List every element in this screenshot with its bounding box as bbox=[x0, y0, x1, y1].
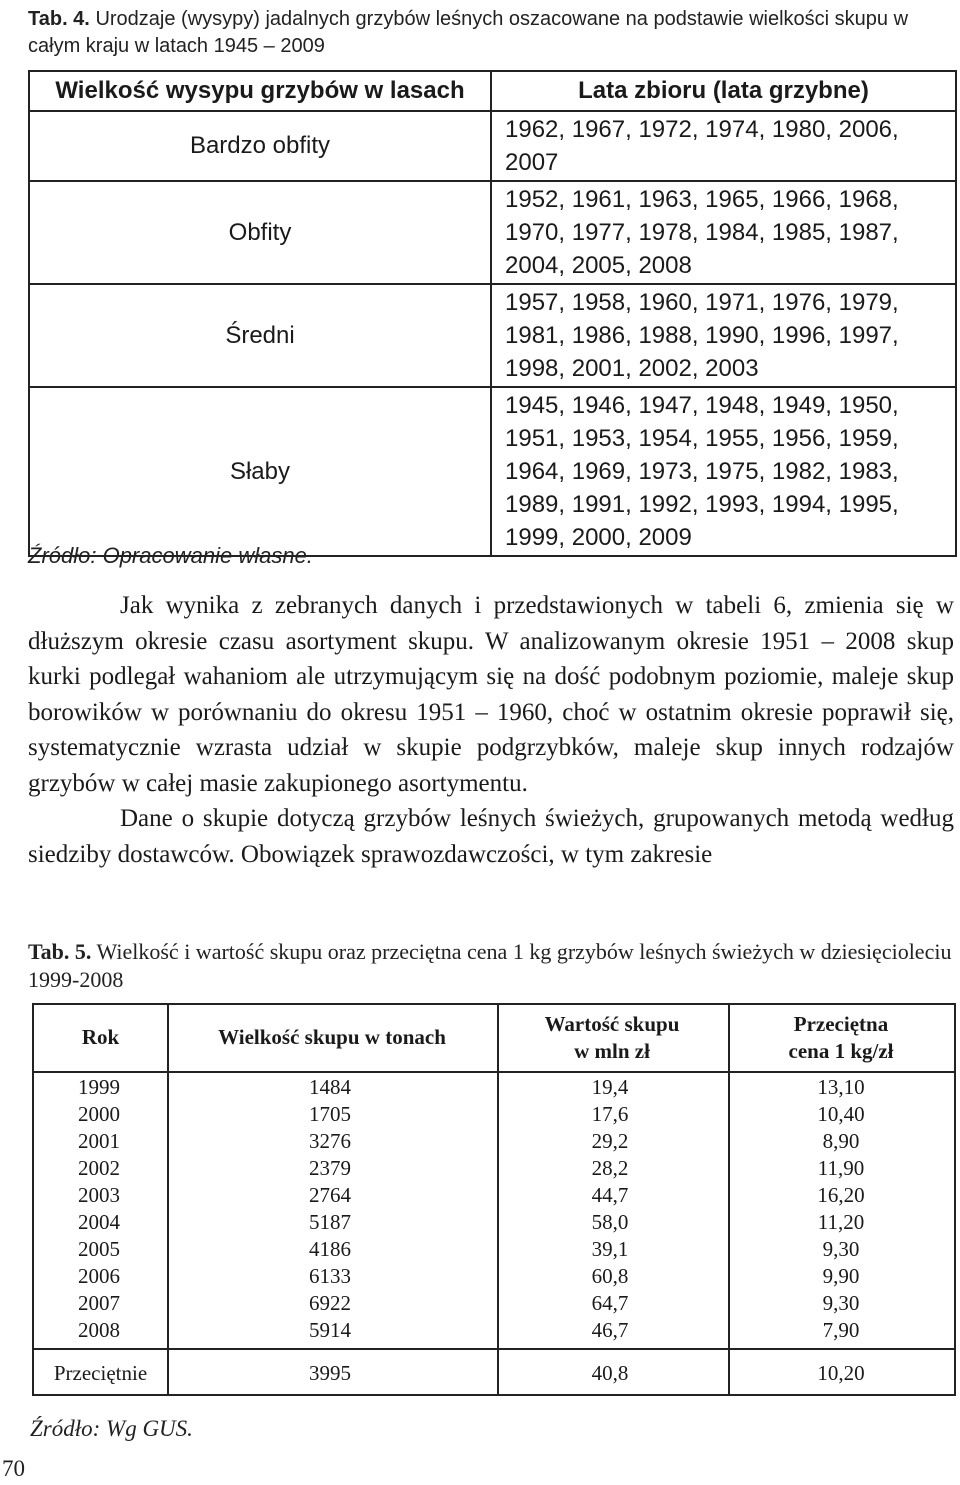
tab5-cell: 1484 bbox=[309, 1075, 351, 1099]
tab5-col-price bbox=[741, 1074, 941, 1344]
paragraph: Dane o skupie dotyczą grzybów leśnych świeżych, grupowanych metodą według siedziby dostawców. Obowiązek sprawozdawczości, w tym zakresie bbox=[28, 805, 954, 868]
tab4-years-line: 1945, 1946, 1947, 1948, 1949, 1950, bbox=[505, 392, 899, 419]
tab4-table bbox=[28, 70, 957, 557]
tab5-cell: 3276 bbox=[309, 1129, 351, 1153]
tab5-header-value bbox=[498, 1011, 726, 1065]
row-divider bbox=[34, 1071, 954, 1073]
tab5-cell: 39,1 bbox=[591, 1237, 629, 1261]
table-row bbox=[29, 111, 956, 181]
tab4-years-line: 1962, 1967, 1972, 1974, 1980, 2006, bbox=[505, 116, 899, 143]
tab5-average-price: 10,20 bbox=[817, 1361, 865, 1385]
tab5-col-volume bbox=[230, 1074, 430, 1344]
table-row bbox=[29, 181, 956, 284]
tab5-average-volume: 3995 bbox=[309, 1361, 351, 1385]
tab5-cell: 2764 bbox=[309, 1183, 351, 1207]
table-row bbox=[29, 387, 956, 556]
tab5-label: Tab. 5. bbox=[28, 939, 92, 964]
tab5-cell: 64,7 bbox=[591, 1291, 629, 1315]
tab5-cell: 13,10 bbox=[817, 1075, 865, 1099]
tab5-cell: 10,40 bbox=[817, 1102, 865, 1126]
tab4-category: Średni bbox=[29, 284, 491, 387]
tab4-years-cell bbox=[491, 284, 956, 387]
tab5-col-year bbox=[44, 1074, 154, 1344]
tab5-cell: 9,90 bbox=[822, 1264, 860, 1288]
tab4-years-line: 1981, 1986, 1988, 1990, 1996, 1997, bbox=[505, 322, 899, 349]
tab5-cell: 5914 bbox=[309, 1318, 351, 1342]
tab5-cell: 2002 bbox=[78, 1156, 120, 1180]
tab4-years-line: 1964, 1969, 1973, 1975, 1982, 1983, bbox=[505, 458, 899, 485]
tab5-cell: 2003 bbox=[78, 1183, 120, 1207]
tab5-header-year: Rok bbox=[81, 1025, 120, 1049]
tab4-years-line: 2004, 2005, 2008 bbox=[505, 252, 692, 279]
tab4-caption bbox=[28, 6, 953, 60]
tab4-years-cell bbox=[491, 387, 956, 556]
tab5-cell: 2007 bbox=[78, 1291, 120, 1315]
tab5-cell: 2000 bbox=[78, 1102, 120, 1126]
tab5-average-value: 40,8 bbox=[591, 1361, 629, 1385]
tab5-header-price-line: cena 1 kg/zł bbox=[788, 1039, 894, 1063]
tab5-cell: 28,2 bbox=[591, 1156, 629, 1180]
tab5-cell: 4186 bbox=[309, 1237, 351, 1261]
tab5-cell: 7,90 bbox=[822, 1318, 860, 1342]
tab4-header-row bbox=[29, 71, 956, 111]
tab5-cell: 1705 bbox=[309, 1102, 351, 1126]
column-divider bbox=[167, 1005, 169, 1394]
tab4-years-line: 2007 bbox=[505, 149, 559, 176]
tab4-category: Słaby bbox=[29, 387, 491, 556]
tab5-header-value-line: w mln zł bbox=[574, 1039, 650, 1063]
tab5-cell: 9,30 bbox=[822, 1291, 860, 1315]
tab5-header-price bbox=[728, 1011, 954, 1065]
tab4-source: Źródło: Opracowanie własne. bbox=[28, 543, 313, 568]
tab4-header-category: Wielkość wysypu grzybów w lasach bbox=[29, 71, 491, 111]
tab5-cell: 17,6 bbox=[591, 1102, 629, 1126]
tab4-category: Obfity bbox=[29, 181, 491, 284]
tab5-header-price-line: Przeciętna bbox=[793, 1012, 889, 1036]
tab4-header-years: Lata zbioru (lata grzybne) bbox=[491, 71, 956, 111]
page-number: 70 bbox=[2, 1456, 25, 1481]
tab5-cell: 2001 bbox=[78, 1129, 120, 1153]
tab5-cell: 9,30 bbox=[822, 1237, 860, 1261]
tab5-title: Wielkość i wartość skupu oraz przeciętna cena 1 kg grzybów leśnych świeżych w dziesięcioleciu 1999-2008 bbox=[28, 939, 952, 992]
tab5-cell: 5187 bbox=[309, 1210, 351, 1234]
tab4-years-line: 1952, 1961, 1963, 1965, 1966, 1968, bbox=[505, 186, 899, 213]
tab5-average-label: Przeciętnie bbox=[53, 1361, 148, 1385]
tab5-cell: 46,7 bbox=[591, 1318, 629, 1342]
tab5-cell: 60,8 bbox=[591, 1264, 629, 1288]
tab5-caption bbox=[28, 938, 958, 994]
tab5-header-value-line: Wartość skupu bbox=[544, 1012, 680, 1036]
tab5-cell: 2005 bbox=[78, 1237, 120, 1261]
tab4-years-line: 1998, 2001, 2002, 2003 bbox=[505, 355, 759, 382]
tab4-label: Tab. 4. bbox=[28, 8, 90, 30]
tab5-cell: 16,20 bbox=[817, 1183, 865, 1207]
tab5-cell: 1999 bbox=[78, 1075, 120, 1099]
tab5-cell: 44,7 bbox=[591, 1183, 629, 1207]
tab5-cell: 2006 bbox=[78, 1264, 120, 1288]
tab4-years-line: 1970, 1977, 1978, 1984, 1985, 1987, bbox=[505, 219, 899, 246]
tab5-cell: 2379 bbox=[309, 1156, 351, 1180]
tab4-years-line: 1957, 1958, 1960, 1971, 1976, 1979, bbox=[505, 289, 899, 316]
tab5-cell: 2008 bbox=[78, 1318, 120, 1342]
tab5-cell: 11,90 bbox=[817, 1156, 865, 1180]
tab4-years-line: 1989, 1991, 1992, 1993, 1994, 1995, bbox=[505, 491, 899, 518]
tab4-years-line: 1951, 1953, 1954, 1955, 1956, 1959, bbox=[505, 425, 899, 452]
body-text bbox=[28, 588, 954, 872]
tab4-category: Bardzo obfity bbox=[29, 111, 491, 181]
tab5-cell: 8,90 bbox=[822, 1129, 860, 1153]
tab5-cell: 11,20 bbox=[817, 1210, 865, 1234]
tab5-cell: 2004 bbox=[78, 1210, 120, 1234]
tab4-years-cell bbox=[491, 111, 956, 181]
tab5-cell: 58,0 bbox=[591, 1210, 629, 1234]
tab5-col-value bbox=[510, 1074, 710, 1344]
paragraph: Jak wynika z zebranych danych i przedstawionych w tabeli 6, zmienia się w dłuższym okresie czasu asortyment skupu. W analizowanym okresie 1951 – 2008 skup kurki podlegał wahaniom ale utrzymującym się na dość podobnym poziomie, maleje skup borowików w porównaniu do okresu 1951 – 1960, choć w ostatnim okresie poprawił się, systematycznie wzrasta udział w skupie podgrzybków, maleje skup innych rodzajów grzybów w całej masie zakupionego asortymentu. bbox=[28, 592, 954, 797]
tab5-cell: 6133 bbox=[309, 1264, 351, 1288]
table-row bbox=[29, 284, 956, 387]
row-divider bbox=[34, 1348, 954, 1350]
tab5-cell: 19,4 bbox=[591, 1075, 629, 1099]
tab5-cell: 6922 bbox=[309, 1291, 351, 1315]
tab4-years-cell bbox=[491, 181, 956, 284]
tab4-years-line: 1999, 2000, 2009 bbox=[505, 524, 692, 551]
tab5-header-volume: Wielkość skupu w tonach bbox=[218, 1025, 446, 1049]
tab5-cell: 29,2 bbox=[591, 1129, 629, 1153]
tab4-title: Urodzaje (wysypy) jadalnych grzybów leśnych oszacowane na podstawie wielkości skupu w całym kraju w latach 1945 – 2009 bbox=[28, 8, 909, 57]
tab5-source: Źródło: Wg GUS. bbox=[30, 1416, 193, 1441]
